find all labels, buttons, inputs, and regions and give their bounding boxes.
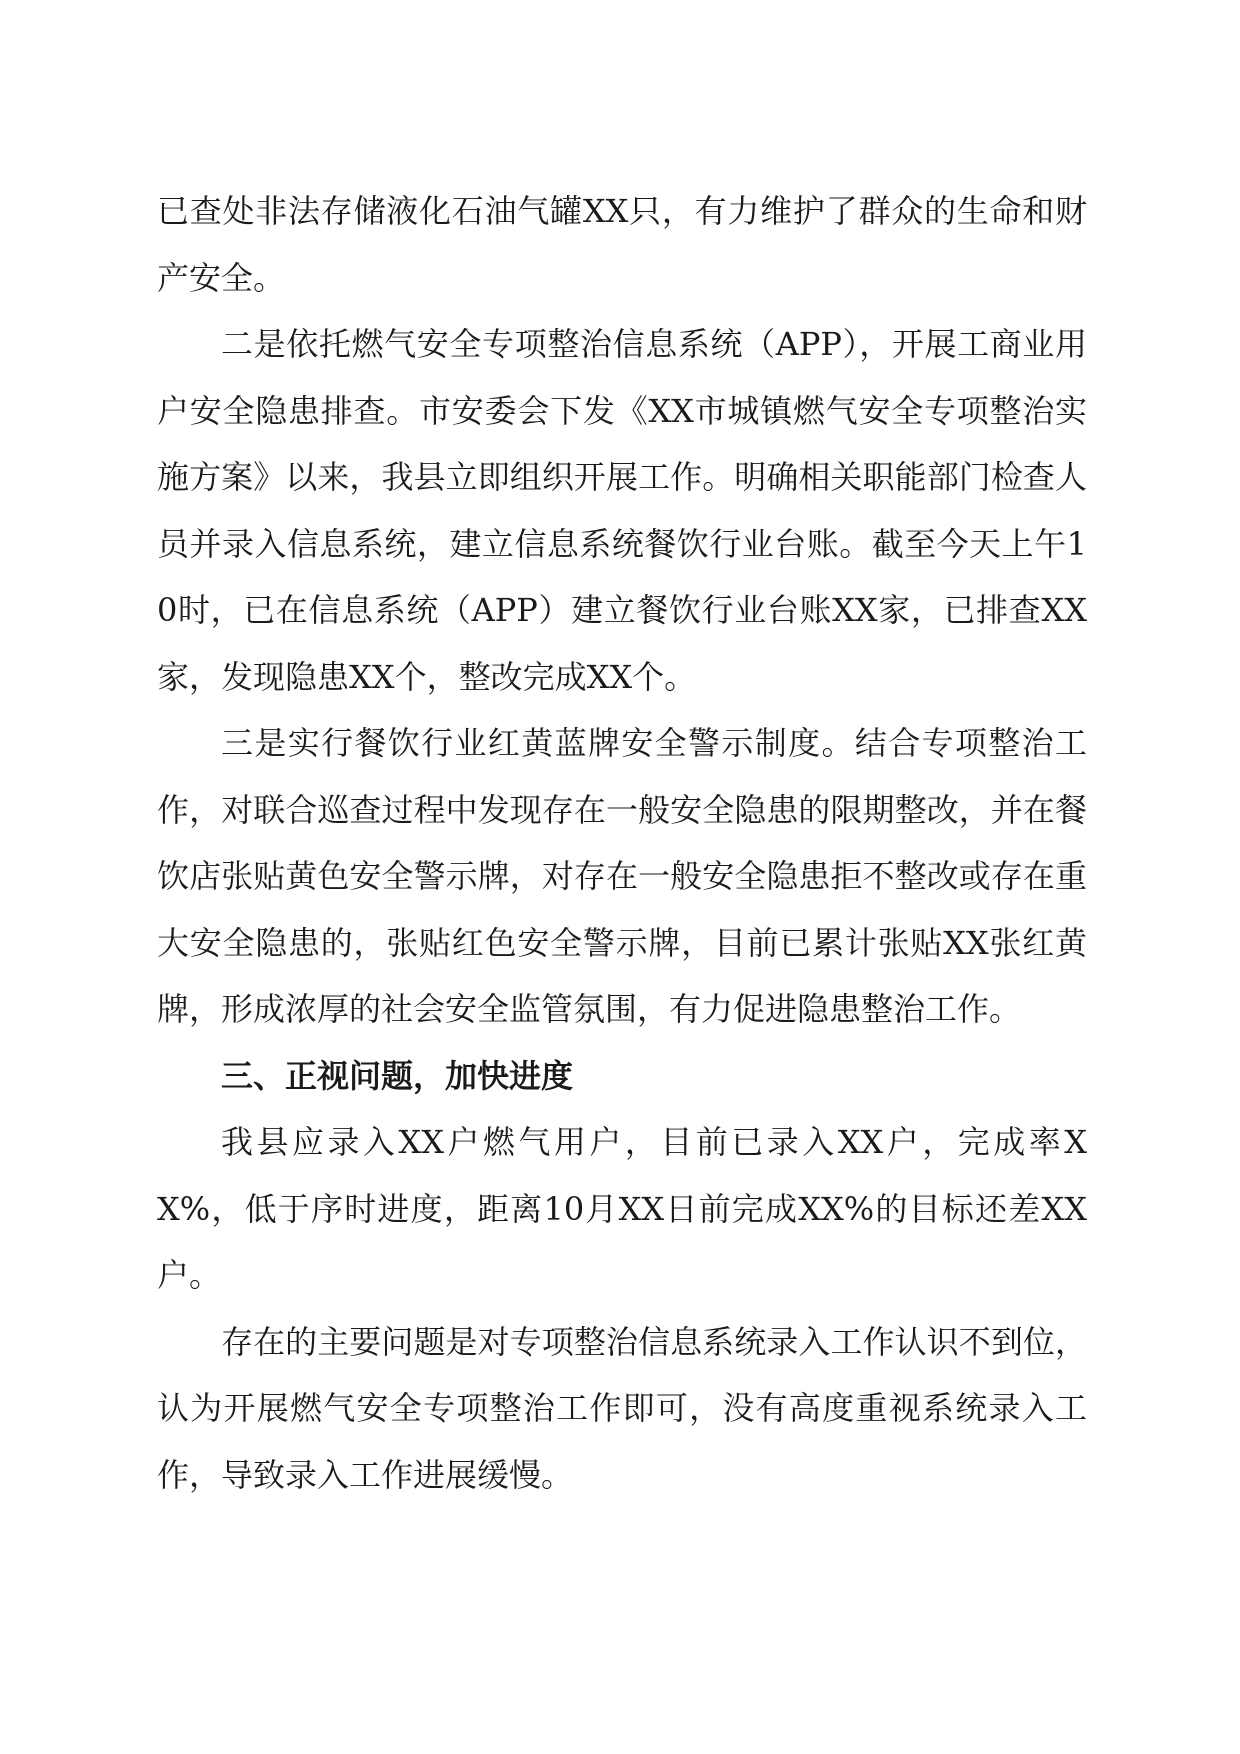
paragraph-app-system: 二是依托燃气安全专项整治信息系统（APP），开展工商业用户安全隐患排查。市安委会下发《XX市城镇燃气安全专项整治实施方案》以来，我县立即组织开展工作。明确相关职能部门检查人员并录入信息系统，建立信息系统餐饮行业台账。截至今天上午10时，已在信息系统（APP）建立餐饮行业台账XX家，已排查XX家，发现隐患XX个，整改完成XX个。 [157, 325, 1087, 696]
paragraph-warning-system: 三是实行餐饮行业红黄蓝牌安全警示制度。结合专项整治工作，对联合巡查过程中发现存在一般安全隐患的限期整改，并在餐饮店张贴黄色安全警示牌，对存在一般安全隐患拒不整改或存在重大安全隐患的，张贴红色安全警示牌，目前已累计张贴XX张红黄牌，形成浓厚的社会安全监管氛围，有力促进隐患整治工作。 [157, 724, 1087, 1028]
section-heading: 三、正视问题，加快进度 [221, 1056, 574, 1095]
paragraph-main-problems: 存在的主要问题是对专项整治信息系统录入工作认识不到位，认为开展燃气安全专项整治工作即可，没有高度重视系统录入工作，导致录入工作进展缓慢。 [157, 1322, 1087, 1494]
document-body [157, 178, 1087, 1508]
paragraph-continuation: 已查处非法存储液化石油气罐XX只，有力维护了群众的生命和财产安全。 [157, 192, 1087, 297]
paragraph-progress: 我县应录入XX户燃气用户，目前已录入XX户，完成率XX%，低于序时进度，距离10月XX日前完成XX%的目标还差XX户。 [157, 1123, 1087, 1294]
